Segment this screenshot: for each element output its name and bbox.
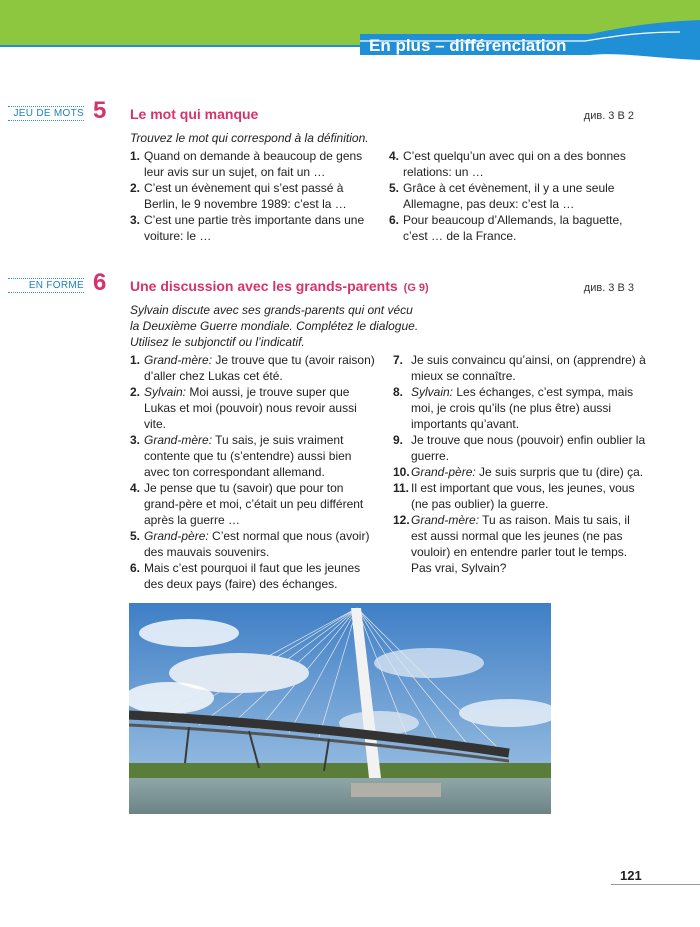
list-item: 1. Quand on demande à beaucoup de gens leur avis sur un sujet, on fait un … [130,149,363,179]
list-item: 3. Grand-mère: Tu sais, je suis vraiment contente que tu (s’entendre) aussi bien avec ton correspondant allemand. [130,433,352,479]
exercise-5-number: 5 [93,97,107,124]
list-item: 9. Je trouve que nous (pouvoir) enfin oublier la guerre. [393,433,646,463]
header-wave-decoration [0,0,700,75]
exercise-5-reference: див. 3 В 2 [583,110,634,122]
page-number: 121 [620,868,642,883]
list-item: 4. C’est quelqu’un avec qui on a des bonnes relations: un … [389,149,626,179]
list-item: 6. Pour beaucoup d’Allemands, la baguette, c’est … de la France. [389,213,623,243]
exercise-6-right-column [393,352,648,576]
exercise-6-tag: EN FORME [8,278,84,293]
list-item: 2. Sylvain: Moi aussi, je trouve super que Lukas et moi (pouvoir) nous revoir aussi vite. [130,385,357,431]
list-item: 2. C’est un évènement qui s’est passé à Berlin, le 9 novembre 1989: c’est la … [130,181,347,211]
exercise-5-tag: JEU DE MOTS [8,106,84,121]
grammar-reference: (G 9) [403,282,429,294]
exercise-5-instruction: Trouvez le mot qui correspond à la définition. [130,131,369,145]
list-item: 8. Sylvain: Les échanges, c’est sympa, mais moi, je crois qu’ils (ne plus être) aussi importants qu’avant. [393,385,634,431]
list-item: 10. Grand-père: Je suis surpris que tu (dire) ça. [393,465,644,479]
list-item: 12. Grand-mère: Tu as raison. Mais tu sais, il est aussi normal que les jeunes (ne pas vouloir) en entendre parler tout le temps. Pas vrai, Sylvain? [393,513,630,575]
exercise-6-number: 6 [93,269,107,296]
list-item: 5. Grand-père: C’est normal que nous (avoir) des mauvais souvenirs. [130,529,370,559]
list-item: 6. Mais c’est pourquoi il faut que les jeunes des deux pays (faire) des échanges. [130,561,361,591]
exercise-5-left-column [130,148,375,244]
exercise-5-title: Le mot qui manque [130,106,259,122]
footer-rule [611,884,700,885]
section-title: En plus – différenciation [369,36,567,55]
exercise-5-right-column [389,148,639,244]
header-band [0,0,700,75]
list-item: 5. Grâce à cet évènement, il y a une seule Allemagne, pas deux: c’est la … [389,181,615,211]
list-item: 4. Je pense que tu (savoir) que pour ton grand-père et moi, c’était un peu différent après la guerre … [130,481,364,527]
bridge-photo [129,603,551,814]
exercise-6-left-column [130,352,380,592]
exercise-6-reference: див. 3 В 3 [583,282,634,294]
exercise-6-title: Une discussion avec les grands-parents (G 9) [130,278,429,294]
list-item: 3. C’est une partie très importante dans une voiture: le … [130,213,365,243]
list-item: 1. Grand-mère: Je trouve que tu (avoir raison) d’aller chez Lukas cet été. [130,353,375,383]
exercise-6-instruction: Sylvain discute avec ses grands-parents qui ont vécu la Deuxième Guerre mondiale. Complétez le dialogue. Utilisez le subjonctif ou l’indicatif. [130,303,419,349]
list-item: 7. Je suis convaincu qu’ainsi, on (apprendre) à mieux se connaître. [393,353,646,383]
list-item: 11. Il est important que vous, les jeunes, vous (ne pas oublier) la guerre. [393,481,635,511]
